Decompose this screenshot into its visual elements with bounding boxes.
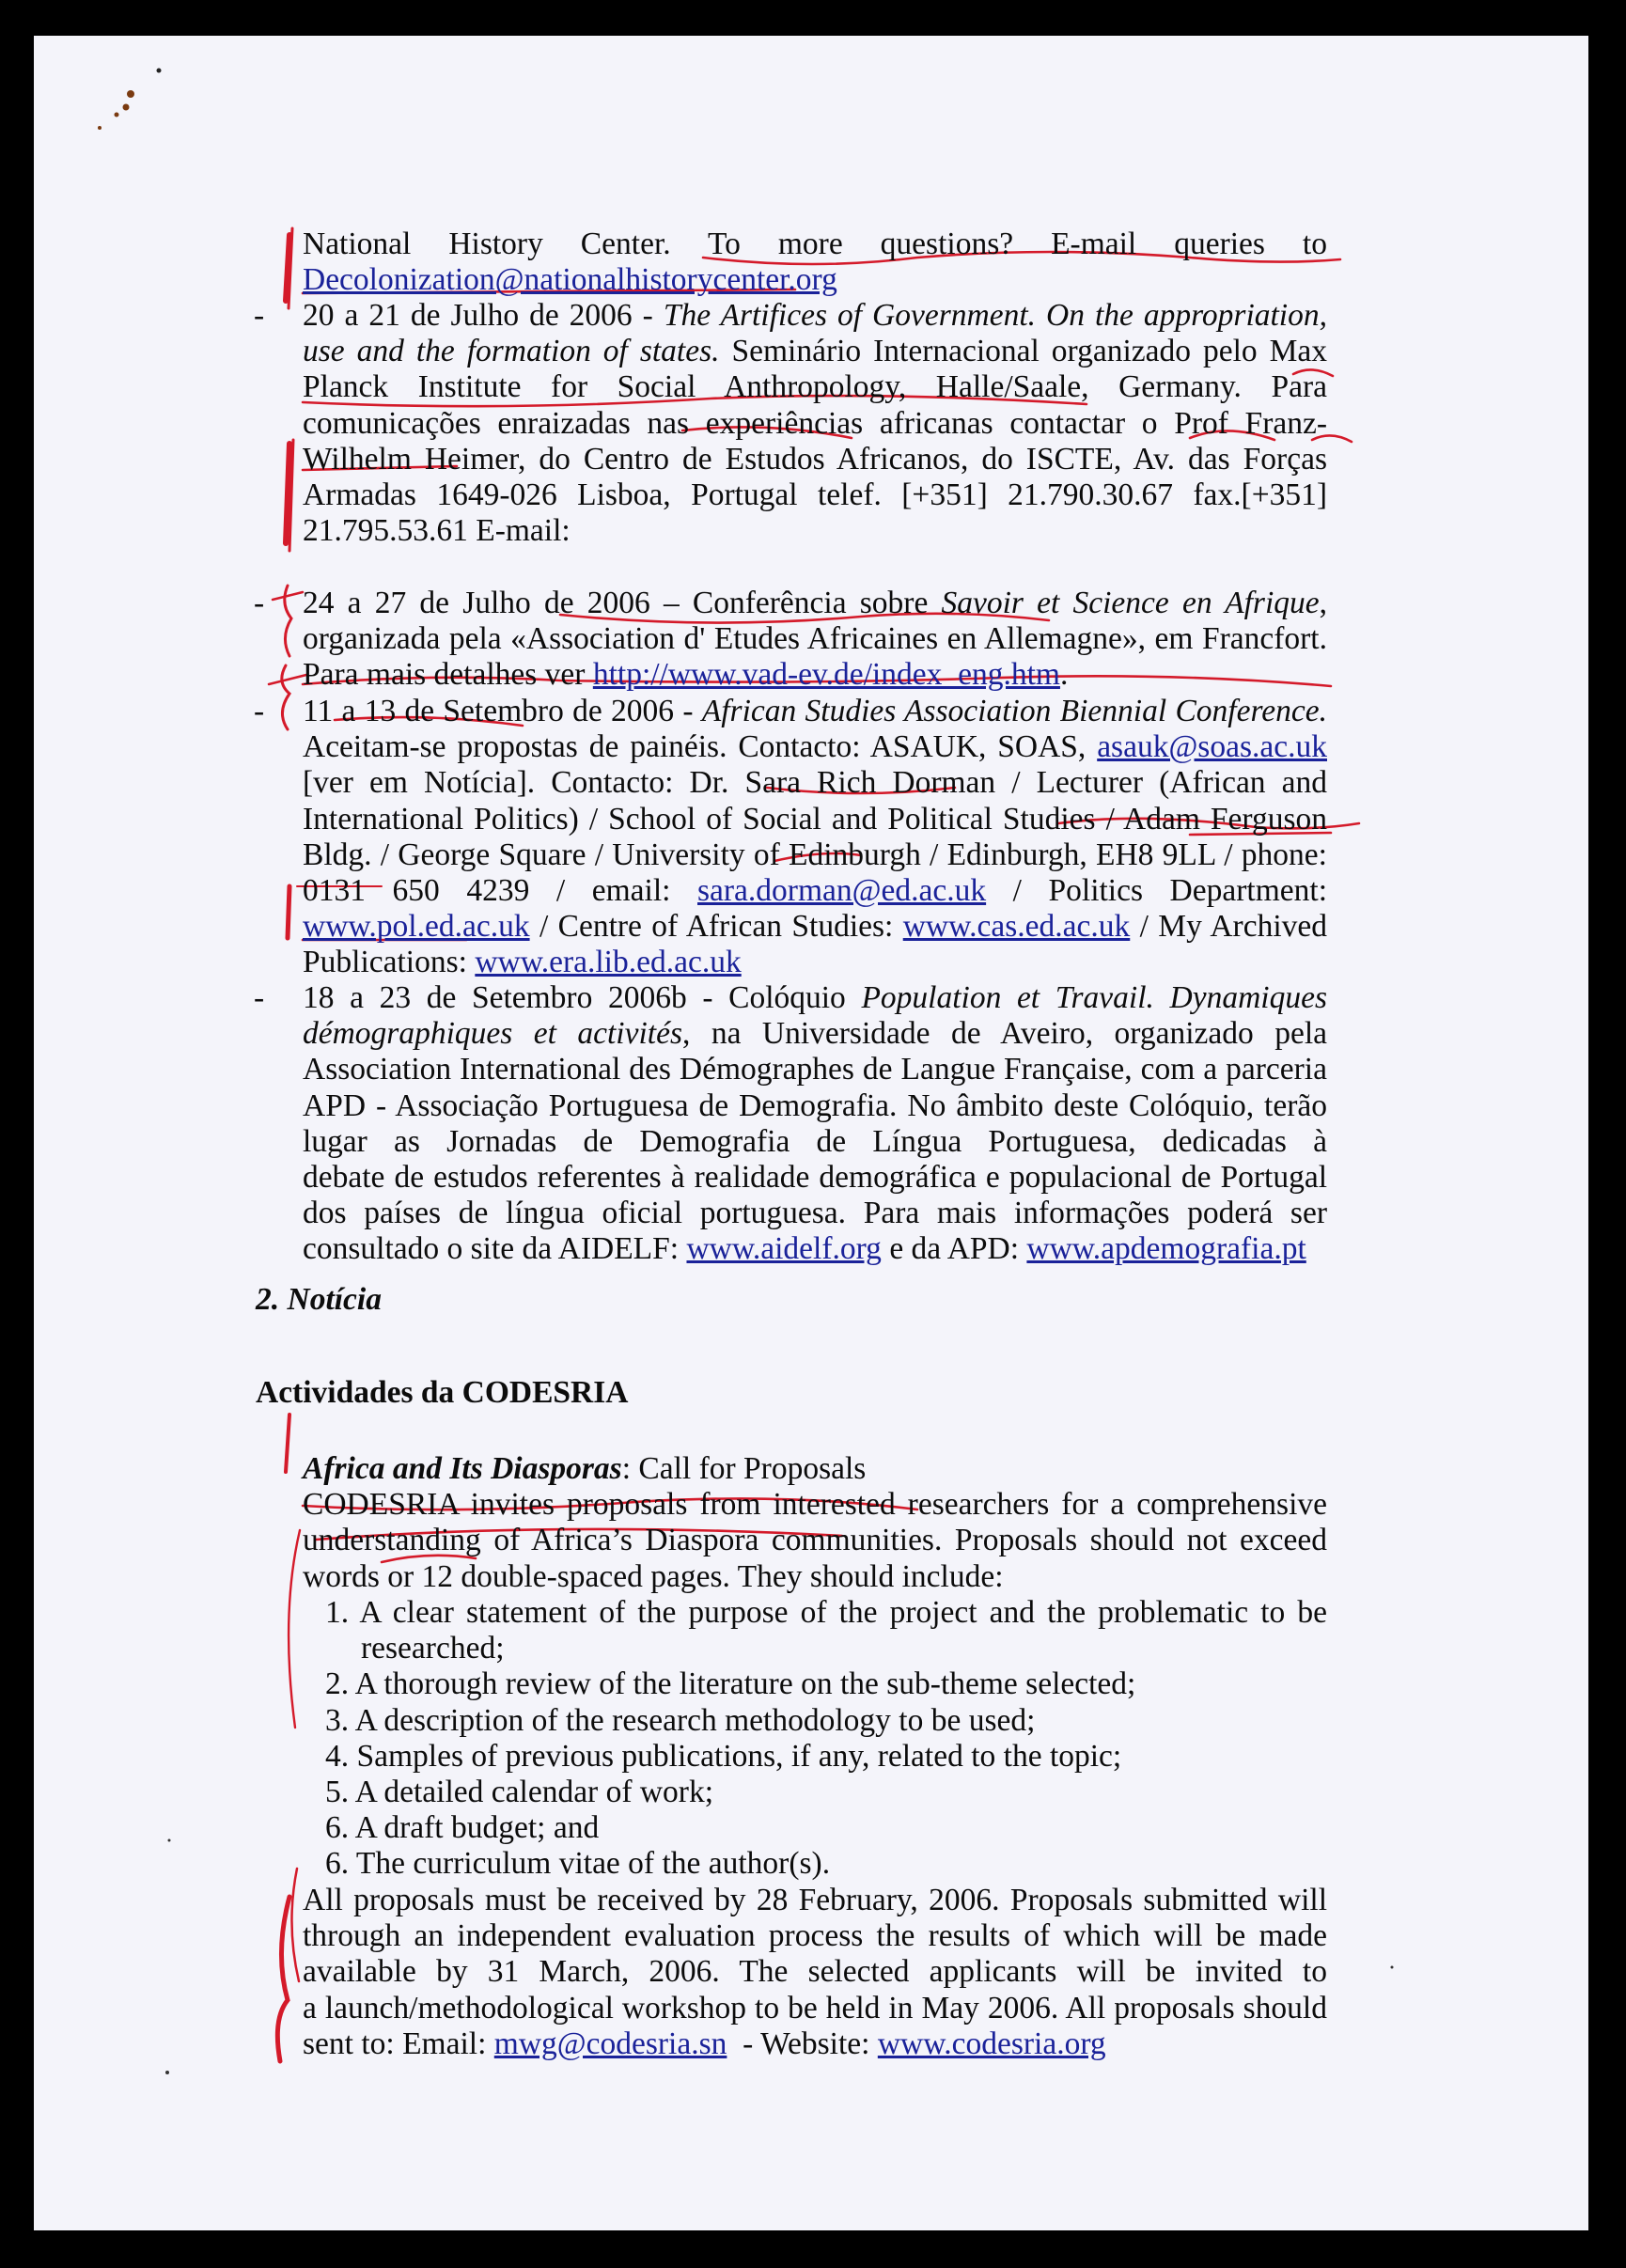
item-2 (303, 586, 1327, 694)
item-3 (303, 694, 1327, 981)
item-3-line-4: International Politics) / School of Social and Political Studies / Adam Ferguson (303, 801, 1327, 837)
codesria-website-link[interactable]: www.codesria.org (877, 2026, 1106, 2061)
item-4-line-5: lugar as Jornadas de Demografia de Língua Portuguesa, dedicadas à (303, 1123, 1327, 1159)
item-1 (303, 298, 1327, 549)
item-4-line-2: démographiques et activités, na Universidade de Aveiro, organizado pela (303, 1016, 1327, 1052)
item-1-line-2: use and the formation of states. Seminário Internacional organizado pelo Max (303, 334, 1327, 369)
item-1-dash: - (254, 298, 265, 333)
scanned-page (34, 36, 1588, 2230)
item-3-line-3: [ver em Notícia]. Contacto: Dr. Sara Rich Dorman / Lecturer (African and (303, 765, 1327, 801)
item-2-line-1: 24 a 27 de Julho de 2006 – Conferência sobre Savoir et Science en Afrique, (303, 586, 1327, 620)
list-item: 6. A draft budget; and (325, 1810, 600, 1846)
era-lib-link[interactable]: www.era.lib.ed.ac.uk (475, 945, 742, 980)
codesria-para-line-1: CODESRIA invites proposals from interested researchers for a comprehensive (303, 1487, 1327, 1523)
item-1-line-7: 21.795.53.61 E-mail: (303, 513, 571, 549)
item-3-line-2: Aceitam-se propostas de painéis. Contacto: ASAUK, SOAS, asauk@soas.ac.uk (303, 729, 1327, 765)
list-item: 3. A description of the research methodology to be used; (325, 1702, 1036, 1738)
list-item: 6. The curriculum vitae of the author(s). (325, 1846, 831, 1882)
document-text (34, 36, 1588, 2230)
closing-line-1: All proposals must be received by 28 February, 2006. Proposals submitted will (303, 1883, 1327, 1917)
vad-ev-link[interactable]: http://www.vad-ev.de/index_eng.htm (592, 657, 1060, 693)
codesria-closing (303, 1883, 1327, 2062)
codesria-title: Africa and Its Diasporas: Call for Proposals (303, 1451, 867, 1486)
item-4-line-1: 18 a 23 de Setembro 2006b - Colóquio Population et Travail. Dynamiques (303, 980, 1327, 1015)
item-1-line-1: 20 a 21 de Julho de 2006 - The Artifices of Government. On the appropriation, (303, 298, 1327, 333)
item-2-dash: - (254, 586, 265, 620)
aidelf-link[interactable]: www.aidelf.org (686, 1231, 882, 1267)
item-4-dash: - (254, 980, 265, 1015)
item-4-line-6: debate de estudos referentes à realidade demográfica e populacional de Portugal (303, 1159, 1327, 1195)
item-3-line-7: www.pol.ed.ac.uk / Centre of African Studies: www.cas.ed.ac.uk / My Archived (303, 909, 1327, 945)
item-2-line-3: Para mais detalhes ver http://www.vad-ev.de/index_eng.htm. (303, 657, 1069, 693)
item-0 (303, 227, 1327, 298)
sara-dorman-email-link[interactable]: sara.dorman@ed.ac.uk (697, 872, 987, 908)
pol-ed-link[interactable]: www.pol.ed.ac.uk (303, 909, 530, 945)
codesria-para-line-2: understanding of Africa’s Diaspora communities. Proposals should not exceed (303, 1523, 1327, 1558)
item-4-line-4: APD - Associação Portuguesa de Demografia. No âmbito deste Colóquio, terão (303, 1087, 1327, 1123)
closing-line-4: a launch/methodological workshop to be held in May 2006. All proposals should (303, 1990, 1327, 2026)
item-1-line-4: comunicações enraizadas nas experiências africanas contactar o Prof Franz- (303, 405, 1327, 441)
decolonization-email-link[interactable]: Decolonization@nationalhistorycenter.org (303, 262, 837, 298)
list-item: researched; (361, 1631, 505, 1666)
item-1-line-3: Planck Institute for Social Anthropology, Halle/Saale, Germany. Para (303, 369, 1327, 405)
item-4 (303, 980, 1327, 1268)
item-1-line-5: Wilhelm Heimer, do Centro de Estudos Africanos, do ISCTE, Av. das Forças (303, 441, 1327, 477)
closing-line-5: sent to: Email: mwg@codesria.sn - Website: www.codesria.org (303, 2026, 1106, 2061)
cas-ed-link[interactable]: www.cas.ed.ac.uk (902, 909, 1131, 945)
requirements-list (325, 1595, 1327, 1883)
codesria-email-link[interactable]: mwg@codesria.sn (493, 2026, 727, 2061)
list-item: 5. A detailed calendar of work; (325, 1774, 714, 1809)
item-3-line-8: Publications: www.era.lib.ed.ac.uk (303, 945, 742, 980)
list-item: 4. Samples of previous publications, if any, related to the topic; (325, 1738, 1122, 1774)
list-item: 1. A clear statement of the purpose of the project and the problematic to be (325, 1595, 1327, 1630)
list-item: 2. A thorough review of the literature on the sub-theme selected; (325, 1666, 1136, 1702)
item-3-line-5: Bldg. / George Square / University of Edinburgh / Edinburgh, EH8 9LL / phone: (303, 837, 1327, 872)
item-2-line-2: organizada pela «Association d' Etudes Africaines en Allemagne», em Francfort. (303, 621, 1327, 657)
item-4-line-3: Association International des Démographes de Langue Française, com a parceria (303, 1052, 1327, 1087)
item-0-line-2[interactable] (303, 262, 1327, 298)
codesria-block (303, 1451, 1327, 1595)
item-0-line-1: National History Center. To more questions? E-mail queries to (303, 227, 1327, 261)
item-4-line-7: dos países de língua oficial portuguesa. Para mais informações poderá ser (303, 1196, 1327, 1231)
closing-line-2: through an independent evaluation process the results of which will be made (303, 1918, 1327, 1954)
section-heading-noticia: 2. Notícia (256, 1282, 382, 1317)
closing-line-3: available by 31 March, 2006. The selected applicants will be invited to (303, 1954, 1327, 1990)
item-3-line-1: 11 a 13 de Setembro de 2006 - African Studies Association Biennial Conference. (303, 694, 1327, 728)
codesria-para-line-3: words or 12 double-spaced pages. They should include: (303, 1558, 1004, 1594)
item-1-line-6: Armadas 1649-026 Lisboa, Portugal telef. [+351] 21.790.30.67 fax.[+351] (303, 477, 1327, 512)
item-3-line-6: 0131 650 4239 / email: sara.dorman@ed.ac.uk / Politics Department: (303, 872, 1327, 908)
asauk-email-link[interactable]: asauk@soas.ac.uk (1097, 729, 1327, 765)
item-4-line-8: consultado o site da AIDELF: www.aidelf.org e da APD: www.apdemografia.pt (303, 1231, 1306, 1267)
section-heading-codesria: Actividades da CODESRIA (256, 1375, 629, 1410)
apdemografia-link[interactable]: www.apdemografia.pt (1026, 1231, 1306, 1267)
item-3-dash: - (254, 694, 265, 728)
